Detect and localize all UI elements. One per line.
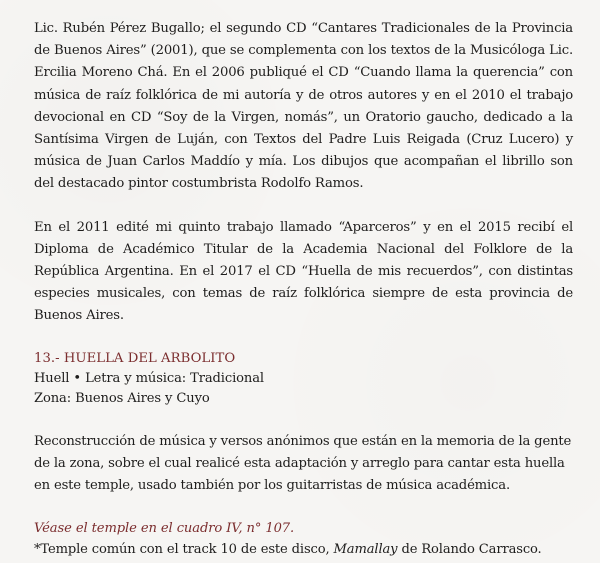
- song-credits: Huell • Letra y música: Tradicional: [34, 370, 264, 386]
- reconstruction-paragraph: Reconstrucción de música y versos anónimos que están en la memoria de la gente de la zona, sobre el cual realicé esta adaptación y arreglo para cantar esta huella en este temple, usado también por los guitarristas de música académica.: [34, 433, 572, 493]
- song-section: [34, 349, 573, 409]
- song-title: 13.- HUELLA DEL ARBOLITO: [34, 350, 236, 366]
- tuning-note-prefix: *Temple común con el track 10 de este disco,: [34, 541, 334, 557]
- tuning-note-suffix: de Rolando Carrasco.: [397, 541, 542, 557]
- song-zone: Zona: Buenos Aires y Cuyo: [34, 390, 210, 406]
- track-name: Mamallay: [333, 541, 398, 557]
- tuning-note-section: [34, 518, 573, 560]
- tuning-note-line: [34, 539, 573, 560]
- biography-paragraph-2: En el 2011 edité mi quinto trabajo llamado “Aparceros” y en el 2015 recibí el Diploma de Académico Titular de la Academia Nacional del Folklore de la República Argentina. En el 2017 el CD “Huella de mis recuerdos”, con distintas especies musicales, con temas de raíz folklórica siempre de esta provincia de Buenos Aires.: [34, 219, 573, 324]
- biography-paragraph-1: Lic. Rubén Pérez Bugallo; el segundo CD “Cantares Tradicionales de la Provincia de Buenos Aires” (2001), que se complementa con los textos de la Musicóloga Lic. Ercilia Moreno Chá. En el 2006 publiqué el CD “Cuando llama la querencia” con música de raíz folklórica de mi autoría y de otros autores y en el 2010 el trabajo devocional en CD “Soy de la Virgen, nomás”, un Oratorio gaucho, dedicado a la Santísima Virgen de Luján, con Textos del Padre Luis Reigada (Cruz Lucero) y música de Juan Carlos Maddío y mía. Los dibujos que acompañan el librillo son del destacado pintor costumbrista Rodolfo Ramos.: [34, 21, 573, 192]
- tuning-reference: Véase el temple en el cuadro IV, n° 107.: [34, 520, 295, 536]
